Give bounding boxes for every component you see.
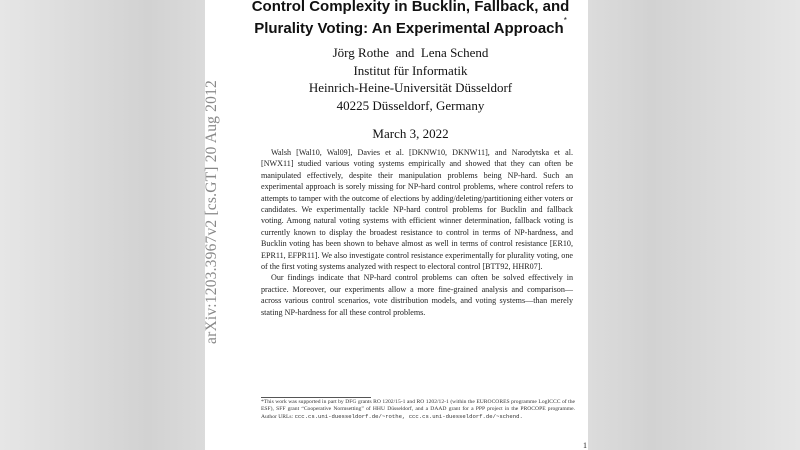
blurred-background-left xyxy=(0,0,212,450)
footnote-author-urls[interactable]: ccc.cs.uni-duesseldorf.de/~rothe, ccc.cs.uni-duesseldorf.de/~schend. xyxy=(294,413,523,421)
title-line-2 xyxy=(233,18,588,40)
arxiv-identifier: arXiv:1203.3967v2 [cs.GT] 20 Aug 2012 xyxy=(203,80,220,344)
abstract xyxy=(261,147,573,318)
paper-date: March 3, 2022 xyxy=(372,126,449,141)
affiliation-address: 40225 Düsseldorf, Germany xyxy=(336,97,485,113)
authors: Jörg Rothe and Lena Schend xyxy=(332,45,489,60)
document-page xyxy=(205,0,588,450)
footnote-rule xyxy=(261,397,371,398)
blurred-background-right xyxy=(588,0,800,450)
paper-title xyxy=(233,0,588,40)
footnote xyxy=(261,399,575,422)
page-number: 1 xyxy=(583,441,587,450)
author-block xyxy=(233,44,588,114)
title-footnote-mark: * xyxy=(563,16,567,25)
title-line-1 xyxy=(233,0,588,18)
title-line-1-text: Control Complexity in Bucklin, Fallback, and xyxy=(251,0,570,15)
abstract-paragraph-1: Walsh [Wal10, Wal09], Davies et al. [DKNW10, DKNW11], and Narodytska et al. [NWX11] studied various voting systems empirically and showed that they can often be manipulated effectively, despite their manipulation problems being NP-hard. Such an experimental approach is sorely missing for NP-hard control problems, where control refers to attempts to tamper with the outcome of elections by adding/deleting/partitioning either voters or candidates. We experimentally tackle NP-hard control problems for Bucklin and fallback voting. Among natural voting systems with efficient winner determination, fallback voting is currently known to display the broadest resistance to control in terms of NP-hardness, and Bucklin voting has been shown to behave almost as well in terms of control resistance [ER10, EPR11, EFPR11]. We also investigate control resistance experimentally for plurality voting, one of the first voting systems analyzed with respect to electoral control [BTT92, HHR07]. xyxy=(261,148,573,272)
title-line-2-text: Plurality Voting: An Experimental Approach xyxy=(254,20,564,37)
abstract-paragraph-2: Our findings indicate that NP-hard control problems can often be solved effectively in practice. Moreover, our experiments allow a more fine-grained analysis and comparison—across various control scenarios, vote distribution models, and voting systems—than merely stating NP-hardness for all these control problems. xyxy=(261,273,573,317)
affiliation-university: Heinrich-Heine-Universität Düsseldorf xyxy=(308,80,513,95)
affiliation-institute: Institut für Informatik xyxy=(353,62,468,78)
footnote-text: *This work was supported in part by DFG grants RO 1202/15-1 and RO 1202/12-1 (within the EUROCORES programme LogICCC of the ESF), SFF grant “Cooperative Normsetting” of HHU Düsseldorf, and a DAAD grant for a PPP project in the PROCOPE programme. Author URLs: xyxy=(261,399,575,421)
